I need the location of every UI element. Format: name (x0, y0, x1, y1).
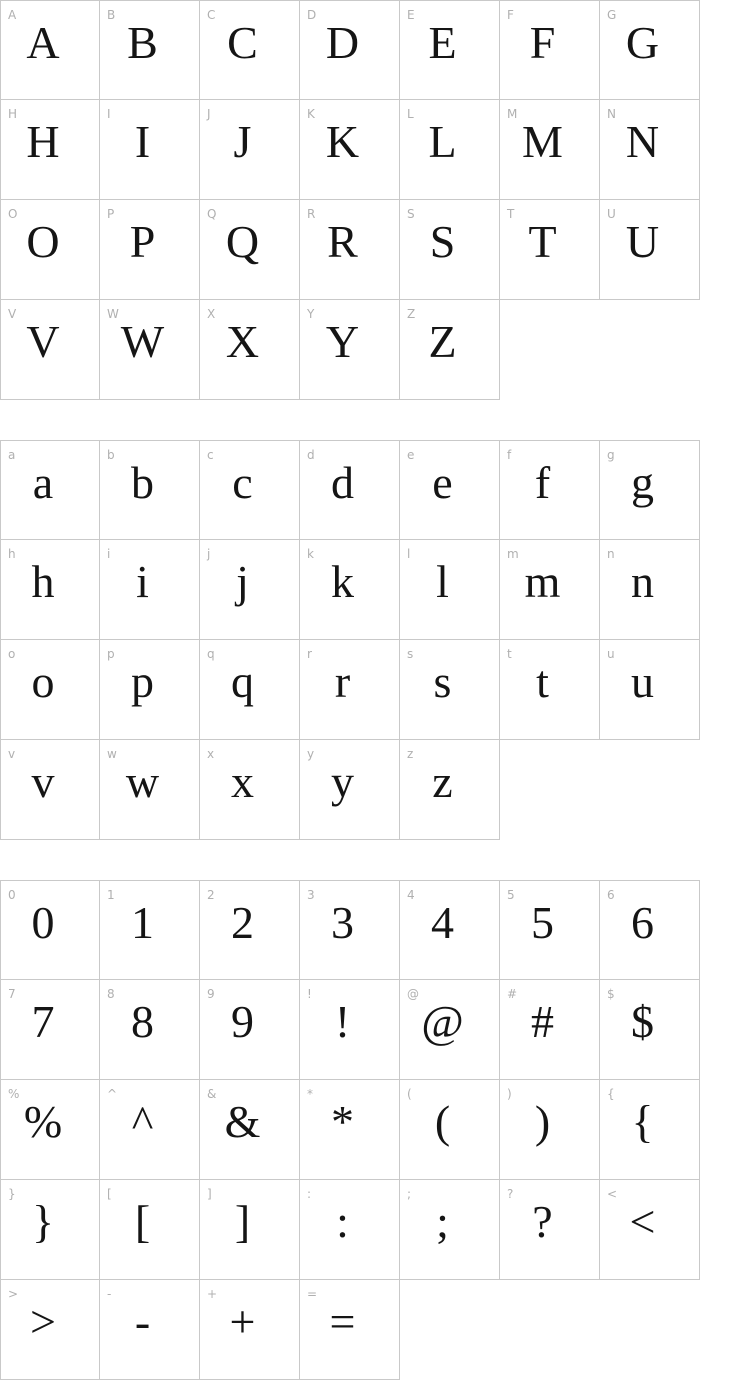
char-glyph: u (631, 656, 654, 707)
char-cell (0, 1180, 100, 1280)
char-glyph: % (23, 1096, 63, 1147)
char-cell (0, 880, 100, 980)
char-row (0, 100, 740, 200)
char-glyph: ( (434, 1096, 451, 1147)
char-label: Y (307, 307, 315, 321)
char-cell (300, 100, 400, 200)
char-cell (200, 880, 300, 980)
char-label: - (107, 1287, 112, 1301)
char-cell (0, 200, 100, 300)
char-label: # (507, 987, 518, 1001)
char-cell (400, 740, 500, 840)
char-glyph: S (429, 216, 456, 267)
char-cell (300, 640, 400, 740)
char-cell (400, 0, 500, 100)
char-cell (500, 200, 600, 300)
char-label: v (8, 747, 16, 761)
char-glyph: D (325, 17, 360, 68)
char-label: F (507, 8, 514, 22)
char-glyph: Q (225, 216, 260, 267)
char-label: t (507, 647, 512, 661)
char-glyph: ^ (131, 1096, 154, 1147)
char-glyph: h (31, 556, 55, 607)
char-label: 6 (607, 888, 615, 902)
char-cell (0, 440, 100, 540)
char-glyph: - (134, 1296, 151, 1347)
char-cell (600, 980, 700, 1080)
char-row (0, 200, 740, 300)
char-label: & (207, 1087, 217, 1101)
char-label: w (107, 747, 117, 761)
char-cell (200, 300, 300, 400)
char-label: @ (407, 987, 419, 1001)
char-cell (100, 980, 200, 1080)
char-cell (200, 0, 300, 100)
char-cell (100, 640, 200, 740)
char-label: e (407, 448, 415, 462)
char-label: * (307, 1087, 313, 1101)
char-glyph: x (231, 756, 254, 807)
char-label: u (607, 647, 615, 661)
char-cell (600, 100, 700, 200)
char-glyph: P (129, 216, 156, 267)
char-label: 7 (8, 987, 16, 1001)
char-label: 9 (207, 987, 215, 1001)
char-label: O (8, 207, 18, 221)
char-glyph: Y (325, 316, 360, 367)
char-cell (0, 1080, 100, 1180)
char-cell (500, 980, 600, 1080)
char-cell (600, 540, 700, 640)
char-cell (200, 1180, 300, 1280)
char-cell (500, 1080, 600, 1180)
char-cell (100, 880, 200, 980)
char-glyph: q (231, 656, 254, 707)
char-label: S (407, 207, 415, 221)
char-cell (0, 300, 100, 400)
char-label: % (8, 1087, 20, 1101)
char-cell (500, 440, 600, 540)
char-cell (100, 0, 200, 100)
char-cell (400, 440, 500, 540)
char-cell (100, 1080, 200, 1180)
char-glyph: X (225, 316, 260, 367)
char-label: D (307, 8, 317, 22)
char-glyph: i (136, 556, 149, 607)
char-glyph: 3 (331, 897, 354, 948)
char-row (0, 440, 740, 540)
char-cell (0, 640, 100, 740)
char-cell (300, 980, 400, 1080)
char-row (0, 980, 740, 1080)
char-glyph: ; (436, 1196, 449, 1247)
char-cell (600, 880, 700, 980)
char-cell (200, 640, 300, 740)
char-label: T (507, 207, 515, 221)
char-glyph: U (625, 216, 660, 267)
char-label: $ (607, 987, 615, 1001)
char-cell (100, 200, 200, 300)
char-cell (400, 980, 500, 1080)
char-glyph: F (529, 17, 556, 68)
char-cell (300, 1080, 400, 1180)
char-glyph: f (534, 457, 551, 508)
char-label: B (107, 8, 116, 22)
char-cell (400, 1080, 500, 1180)
char-glyph: 5 (531, 897, 554, 948)
char-label: 8 (107, 987, 115, 1001)
char-row (0, 640, 740, 740)
char-glyph: g (631, 457, 654, 508)
char-cell (200, 200, 300, 300)
char-cell (500, 100, 600, 200)
char-glyph: l (436, 556, 449, 607)
char-cell (200, 1280, 300, 1380)
lowercase-grid (0, 440, 740, 840)
char-glyph: I (134, 116, 151, 167)
char-label: i (107, 547, 111, 561)
char-cell (100, 1280, 200, 1380)
char-label: ; (407, 1187, 412, 1201)
char-label: L (407, 107, 414, 121)
char-glyph: [ (134, 1196, 151, 1247)
uppercase-grid (0, 0, 740, 400)
char-cell (0, 100, 100, 200)
char-label: 3 (307, 888, 315, 902)
char-glyph: J (233, 116, 252, 167)
char-glyph: 7 (31, 996, 55, 1047)
char-label: R (307, 207, 316, 221)
char-row (0, 0, 740, 100)
char-cell (100, 440, 200, 540)
char-cell (200, 980, 300, 1080)
char-cell (200, 100, 300, 200)
char-glyph: T (528, 216, 557, 267)
char-cell (200, 740, 300, 840)
char-cell (600, 1080, 700, 1180)
char-label: ^ (107, 1087, 118, 1101)
char-label: N (607, 107, 616, 121)
char-cell (100, 300, 200, 400)
char-cell (300, 540, 400, 640)
char-cell (0, 740, 100, 840)
char-label: b (107, 448, 115, 462)
char-cell (400, 880, 500, 980)
char-cell (600, 0, 700, 100)
char-glyph: e (432, 457, 453, 508)
char-cell (300, 1180, 400, 1280)
char-glyph: s (433, 656, 452, 707)
char-label: n (607, 547, 615, 561)
char-label: f (507, 448, 512, 462)
char-label: z (407, 747, 414, 761)
char-label: q (207, 647, 215, 661)
char-glyph: : (336, 1196, 349, 1247)
char-label: ] (207, 1187, 212, 1201)
char-label: I (107, 107, 111, 121)
char-cell (300, 740, 400, 840)
char-glyph: E (428, 17, 457, 68)
char-label: o (8, 647, 16, 661)
char-cell (0, 0, 100, 100)
char-glyph: k (331, 556, 354, 607)
char-glyph: p (131, 656, 154, 707)
char-label: m (507, 547, 519, 561)
char-glyph: @ (421, 996, 464, 1047)
char-glyph: ! (334, 996, 351, 1047)
char-glyph: # (531, 996, 554, 1047)
char-glyph: y (331, 756, 354, 807)
char-glyph: B (127, 17, 158, 68)
char-glyph: * (331, 1096, 354, 1147)
char-label: V (8, 307, 17, 321)
char-glyph: L (428, 116, 457, 167)
char-row (0, 880, 740, 980)
char-label: ( (407, 1087, 412, 1101)
char-label: { (607, 1087, 615, 1101)
char-cell (500, 0, 600, 100)
char-cell (600, 200, 700, 300)
char-row (0, 740, 740, 840)
char-label: 4 (407, 888, 415, 902)
char-glyph: z (432, 756, 453, 807)
char-label: ! (307, 987, 312, 1001)
digits-symbols-grid (0, 880, 740, 1380)
char-label: y (307, 747, 315, 761)
char-glyph: + (229, 1296, 256, 1347)
char-cell (400, 540, 500, 640)
char-label: P (107, 207, 115, 221)
char-cell (600, 1180, 700, 1280)
char-glyph: c (232, 457, 253, 508)
char-cell (100, 740, 200, 840)
char-glyph: 6 (631, 897, 654, 948)
char-label: d (307, 448, 315, 462)
char-cell (500, 640, 600, 740)
char-glyph: 9 (231, 996, 254, 1047)
char-glyph: W (120, 316, 165, 367)
char-glyph: > (30, 1296, 56, 1347)
char-label: s (407, 647, 414, 661)
char-label: Z (407, 307, 416, 321)
char-glyph: ] (234, 1196, 251, 1247)
char-label: K (307, 107, 315, 121)
char-label: + (207, 1287, 218, 1301)
char-cell (300, 440, 400, 540)
char-label: 0 (8, 888, 16, 902)
char-label: X (207, 307, 216, 321)
char-glyph: $ (631, 996, 654, 1047)
char-label: ? (507, 1187, 514, 1201)
char-glyph: m (524, 556, 561, 607)
char-label: } (8, 1187, 16, 1201)
char-glyph: o (31, 656, 55, 707)
char-glyph: = (329, 1296, 356, 1347)
char-glyph: 0 (31, 897, 55, 948)
char-cell (100, 1180, 200, 1280)
char-row (0, 1080, 740, 1180)
char-label: C (207, 8, 216, 22)
char-label: a (8, 448, 16, 462)
char-label: E (407, 8, 415, 22)
char-cell (500, 880, 600, 980)
char-label: < (607, 1187, 618, 1201)
char-label: c (207, 448, 214, 462)
char-glyph: d (331, 457, 354, 508)
char-cell (600, 440, 700, 540)
char-cell (200, 540, 300, 640)
char-label: Q (207, 207, 217, 221)
char-cell (400, 1180, 500, 1280)
char-cell (400, 200, 500, 300)
char-cell (400, 300, 500, 400)
char-glyph: ) (534, 1096, 551, 1147)
char-glyph: G (625, 17, 660, 68)
char-glyph: b (131, 457, 154, 508)
char-glyph: a (32, 457, 54, 508)
char-cell (300, 200, 400, 300)
char-cell (500, 540, 600, 640)
char-glyph: 2 (231, 897, 254, 948)
char-glyph: M (522, 116, 563, 167)
char-glyph: w (125, 756, 160, 807)
char-label: 5 (507, 888, 515, 902)
char-label: = (307, 1287, 318, 1301)
char-label: U (607, 207, 616, 221)
char-glyph: H (26, 116, 60, 167)
char-cell (100, 100, 200, 200)
char-glyph: K (325, 116, 360, 167)
char-glyph: N (625, 116, 660, 167)
char-label: r (307, 647, 312, 661)
char-label: h (8, 547, 16, 561)
char-label: G (607, 8, 617, 22)
char-glyph: 1 (131, 897, 154, 948)
char-glyph: t (536, 656, 549, 707)
char-cell (0, 540, 100, 640)
char-label: W (107, 307, 119, 321)
char-cell (400, 100, 500, 200)
char-glyph: R (327, 216, 358, 267)
char-glyph: C (227, 17, 258, 68)
char-row (0, 1280, 740, 1380)
char-label: ) (507, 1087, 512, 1101)
char-cell (300, 880, 400, 980)
char-glyph: Z (428, 316, 457, 367)
char-glyph: V (26, 316, 60, 367)
char-label: p (107, 647, 115, 661)
char-glyph: 4 (431, 897, 454, 948)
char-glyph: { (631, 1096, 654, 1147)
char-glyph: n (631, 556, 654, 607)
char-glyph: A (26, 17, 60, 68)
char-label: j (207, 547, 211, 561)
char-row (0, 1180, 740, 1280)
char-label: H (8, 107, 18, 121)
char-cell (0, 980, 100, 1080)
char-cell (300, 0, 400, 100)
char-row (0, 540, 740, 640)
char-glyph: r (334, 656, 351, 707)
char-glyph: < (629, 1196, 656, 1247)
char-glyph: j (236, 556, 249, 607)
char-label: k (307, 547, 314, 561)
char-glyph: v (31, 756, 55, 807)
char-label: [ (107, 1187, 112, 1201)
char-label: l (407, 547, 411, 561)
char-cell (600, 640, 700, 740)
char-cell (100, 540, 200, 640)
char-cell (500, 1180, 600, 1280)
char-glyph: & (224, 1096, 261, 1147)
char-cell (400, 640, 500, 740)
char-label: M (507, 107, 518, 121)
char-cell (200, 440, 300, 540)
char-label: x (207, 747, 215, 761)
char-cell (300, 1280, 400, 1380)
char-row (0, 300, 740, 400)
char-glyph: } (31, 1196, 55, 1247)
char-glyph: 8 (131, 996, 154, 1047)
char-label: g (607, 448, 615, 462)
char-label: 2 (207, 888, 215, 902)
char-label: J (207, 107, 211, 121)
char-glyph: O (26, 216, 60, 267)
char-glyph: ? (532, 1196, 553, 1247)
char-label: A (8, 8, 17, 22)
char-cell (300, 300, 400, 400)
char-label: > (8, 1287, 19, 1301)
char-label: : (307, 1187, 312, 1201)
char-cell (200, 1080, 300, 1180)
char-cell (0, 1280, 100, 1380)
char-label: 1 (107, 888, 115, 902)
